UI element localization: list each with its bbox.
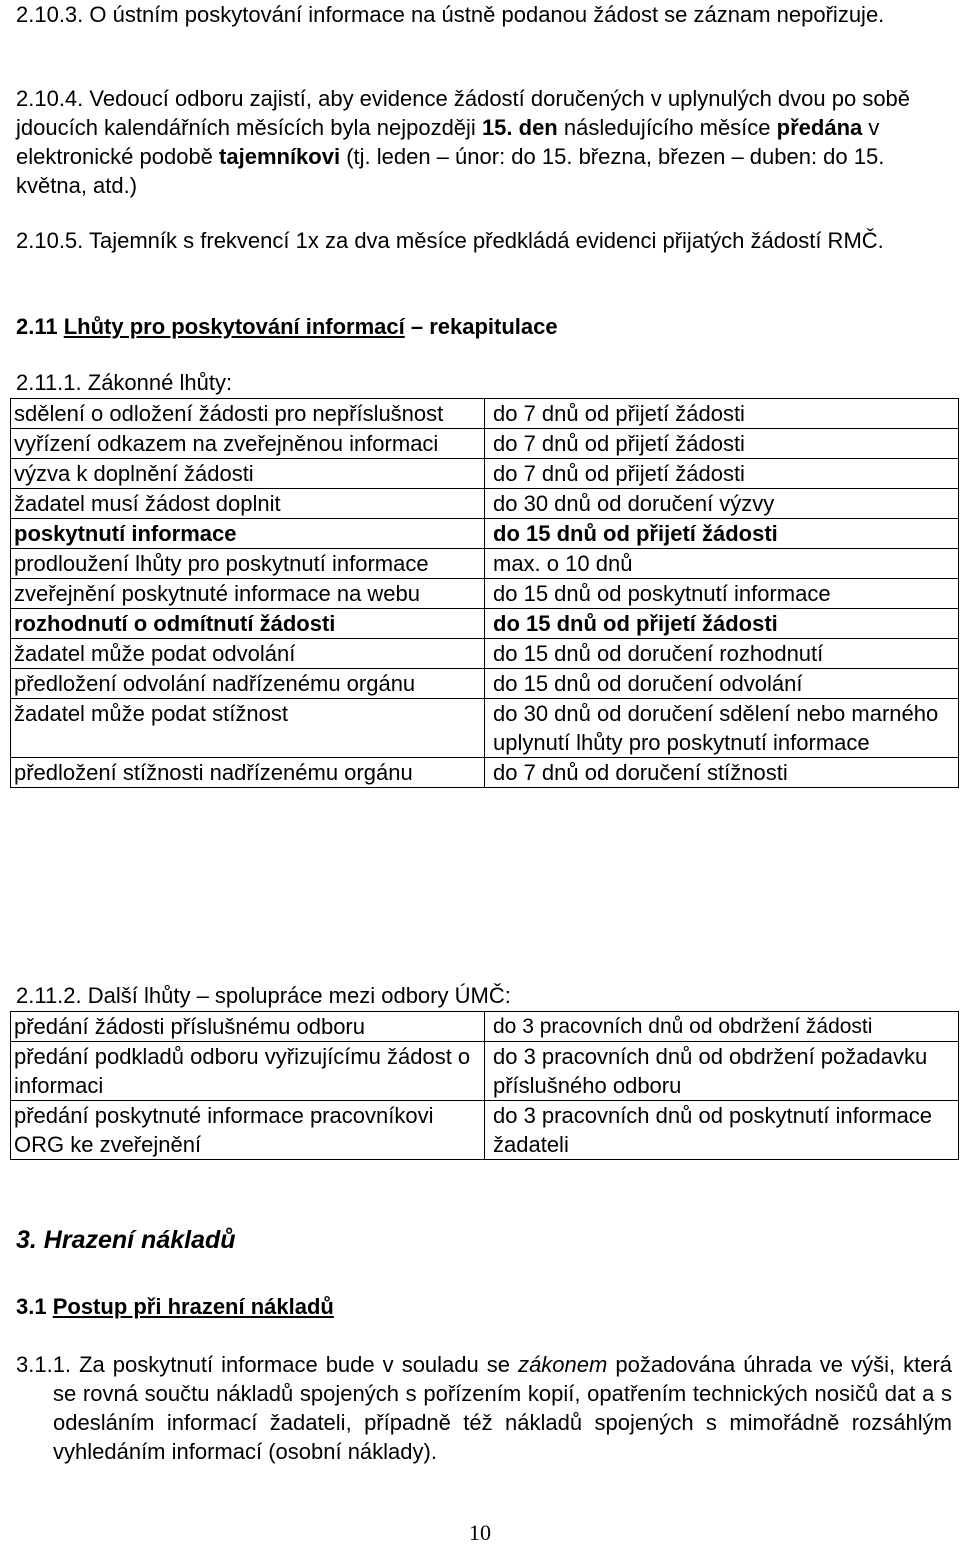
italic-term: zákonem — [518, 1352, 608, 1377]
table-row — [11, 579, 959, 609]
table-cell-deadline: do 7 dnů od přijetí žádosti — [485, 399, 959, 429]
text-run: 2.10.4. Vedoucí odboru zajistí, aby evidence žádostí doručených v uplynulých dvou po sobě jdoucích kalendářních měsících byla nejpozději — [16, 86, 911, 140]
section-heading-3-1 — [16, 1292, 916, 1321]
paragraph-3-1-1 — [16, 1350, 952, 1466]
table-cell-deadline: do 30 dnů od doručení sdělení nebo marného uplynutí lhůty pro poskytnutí informace — [485, 699, 959, 758]
table-row — [11, 1101, 959, 1160]
table-cell-label: žadatel může podat odvolání — [11, 639, 485, 669]
table-cell-deadline: do 15 dnů od poskytnutí informace — [485, 579, 959, 609]
table-cell-deadline: do 15 dnů od přijetí žádosti — [485, 609, 959, 639]
table-cell-label: sdělení o odložení žádosti pro nepříslušnost — [11, 399, 485, 429]
text-run: požadována úhrada ve výši, která se rovná součtu nákladů spojených s pořízením kopií, opatřením technických nosičů dat a s odesláním informací žadateli, případně též nákladů spojených s mimořádně rozsáhlým vyhledáním informací (osobní náklady). — [53, 1352, 953, 1464]
table-cell-deadline: do 15 dnů od přijetí žádosti — [485, 519, 959, 549]
table-cell-label: předání podkladů odboru vyřizujícímu žádost o informaci — [11, 1042, 485, 1101]
table-cell-deadline: do 3 pracovních dnů od obdržení žádosti — [485, 1012, 959, 1042]
text-run: v elektronické podobě — [16, 115, 880, 169]
text-run: (tj. leden – únor: do 15. března, březen – duben: do 15. května, atd.) — [16, 144, 885, 198]
paragraph-2-10-5: 2.10.5. Tajemník s frekvencí 1x za dva měsíce předkládá evidenci přijatých žádostí RMČ. — [16, 228, 884, 253]
text-run: Za poskytnutí informace bude v souladu se — [71, 1352, 519, 1377]
table-row — [11, 609, 959, 639]
bold-recipient: tajemníkovi — [219, 144, 341, 169]
table-row — [11, 699, 959, 758]
table-cell-deadline: do 3 pracovních dnů od obdržení požadavku příslušného odboru — [485, 1042, 959, 1101]
table-cell-deadline: do 30 dnů od doručení výzvy — [485, 489, 959, 519]
table-cell-deadline: do 15 dnů od doručení rozhodnutí — [485, 639, 959, 669]
table-cell-label: prodloužení lhůty pro poskytnutí informace — [11, 549, 485, 579]
interdepartment-deadlines-table — [10, 1011, 959, 1160]
heading-number: 2.11 — [16, 314, 64, 339]
heading-rest: – rekapitulace — [404, 314, 558, 339]
table-cell-deadline: do 7 dnů od přijetí žádosti — [485, 459, 959, 489]
table-row — [11, 1012, 959, 1042]
table-row — [11, 399, 959, 429]
paragraph-2-11-1: 2.11.1. Zákonné lhůty: — [16, 370, 233, 395]
table-cell-label: předložení stížnosti nadřízenému orgánu — [11, 758, 485, 788]
table-cell-label: rozhodnutí o odmítnutí žádosti — [11, 609, 485, 639]
paragraph-number: 3.1.1. — [16, 1352, 72, 1377]
text-run: následujícího měsíce — [557, 115, 777, 140]
table-row — [11, 758, 959, 788]
bold-handover: předána — [776, 115, 863, 140]
table-cell-label: předání žádosti příslušnému odboru — [11, 1012, 485, 1042]
table-cell-label: výzva k doplnění žádosti — [11, 459, 485, 489]
section-heading-2-11 — [16, 312, 916, 341]
paragraph-2-11-2: 2.11.2. Další lhůty – spolupráce mezi odbory ÚMČ: — [16, 983, 511, 1008]
table-row — [11, 459, 959, 489]
paragraph-2-10-3: 2.10.3. O ústním poskytování informace na ústně podanou žádost se záznam nepořizuje. — [16, 2, 885, 27]
table-cell-label: předání poskytnuté informace pracovníkovi ORG ke zveřejnění — [11, 1101, 485, 1160]
table-cell-label: předložení odvolání nadřízenému orgánu — [11, 669, 485, 699]
table-row — [11, 669, 959, 699]
page-number: 10 — [469, 1520, 491, 1545]
table-cell-deadline: do 15 dnů od doručení odvolání — [485, 669, 959, 699]
table-row — [11, 549, 959, 579]
table-cell-label: vyřízení odkazem na zveřejněnou informaci — [11, 429, 485, 459]
table-cell-deadline: max. o 10 dnů — [485, 549, 959, 579]
table-cell-label: poskytnutí informace — [11, 519, 485, 549]
table-cell-label: žadatel může podat stížnost — [11, 699, 485, 758]
table-cell-deadline: do 7 dnů od přijetí žádosti — [485, 429, 959, 459]
table-row — [11, 519, 959, 549]
heading-title: Postup při hrazení nákladů — [52, 1294, 334, 1319]
table-row — [11, 489, 959, 519]
table-row — [11, 429, 959, 459]
table-row — [11, 639, 959, 669]
table-cell-deadline: do 3 pracovních dnů od poskytnutí informace žadateli — [485, 1101, 959, 1160]
table-cell-label: zveřejnění poskytnuté informace na webu — [11, 579, 485, 609]
table-cell-label: žadatel musí žádost doplnit — [11, 489, 485, 519]
paragraph-2-10-4 — [16, 84, 956, 200]
heading-title: Lhůty pro poskytování informací — [63, 314, 405, 339]
table-cell-deadline: do 7 dnů od doručení stížnosti — [485, 758, 959, 788]
heading-number: 3.1 — [16, 1294, 53, 1319]
table-row — [11, 1042, 959, 1101]
bold-deadline: 15. den — [481, 115, 558, 140]
legal-deadlines-table — [10, 398, 959, 788]
chapter-heading-3: 3. Hrazení nákladů — [16, 1226, 236, 1254]
